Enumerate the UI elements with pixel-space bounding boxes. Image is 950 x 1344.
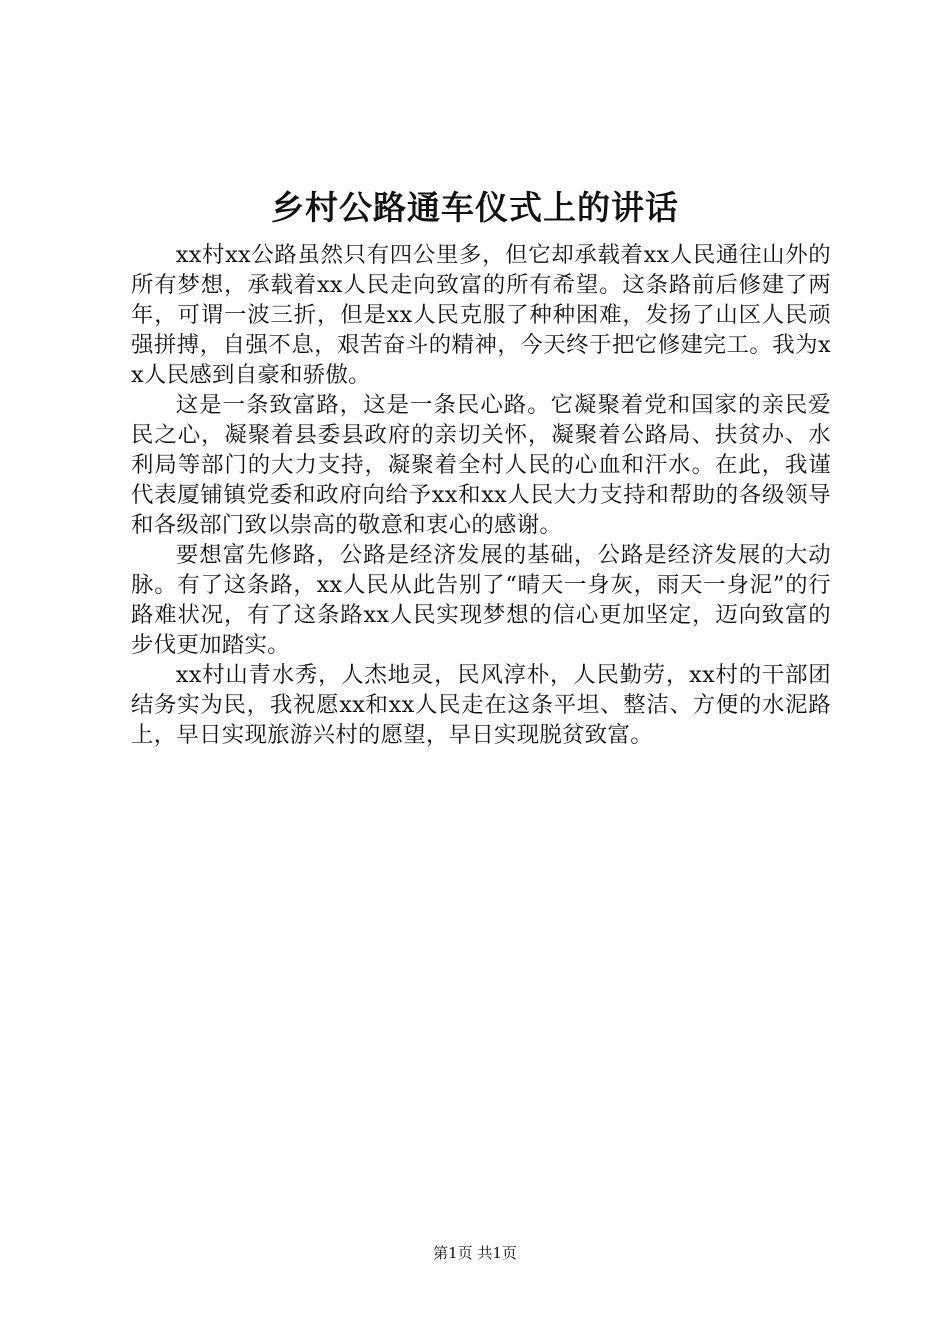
page-number-footer: 第1页 共1页 (433, 1244, 517, 1262)
document-title: 乡村公路通车仪式上的讲话 (271, 188, 679, 227)
paragraph: 这是一条致富路，这是一条民心路。它凝聚着党和国家的亲民爱民之心，凝聚着县委县政府的亲切关怀，凝聚着公路局、扶贫办、水利局等部门的大力支持，凝聚着全村人民的心血和汗水。在此，我谨代表厦铺镇党委和政府向给予xx和xx人民大力支持和帮助的各级领导和各级部门致以崇高的敬意和衷心的感谢。 (131, 392, 831, 538)
paragraph: 要想富先修路，公路是经济发展的基础，公路是经济发展的大动脉。有了这条路，xx人民从此告别了“晴天一身灰，雨天一身泥”的行路难状况，有了这条路xx人民实现梦想的信心更加坚定，迈向致富的步伐更加踏实。 (131, 542, 831, 658)
paragraph: xx村山青水秀，人杰地灵，民风淳朴，人民勤劳，xx村的干部团结务实为民，我祝愿xx和xx人民走在这条平坦、整洁、方便的水泥路上，早日实现旅游兴村的愿望，早日实现脱贫致富。 (131, 662, 831, 748)
document-body (131, 240, 831, 750)
paragraph: xx村xx公路虽然只有四公里多，但它却承载着xx人民通往山外的所有梦想，承载着xx人民走向致富的所有希望。这条路前后修建了两年，可谓一波三折，但是xx人民克服了种种困难，发扬了山区人民顽强拼搏，自强不息，艰苦奋斗的精神，今天终于把它修建完工。我为xx人民感到自豪和骄傲。 (131, 242, 831, 388)
